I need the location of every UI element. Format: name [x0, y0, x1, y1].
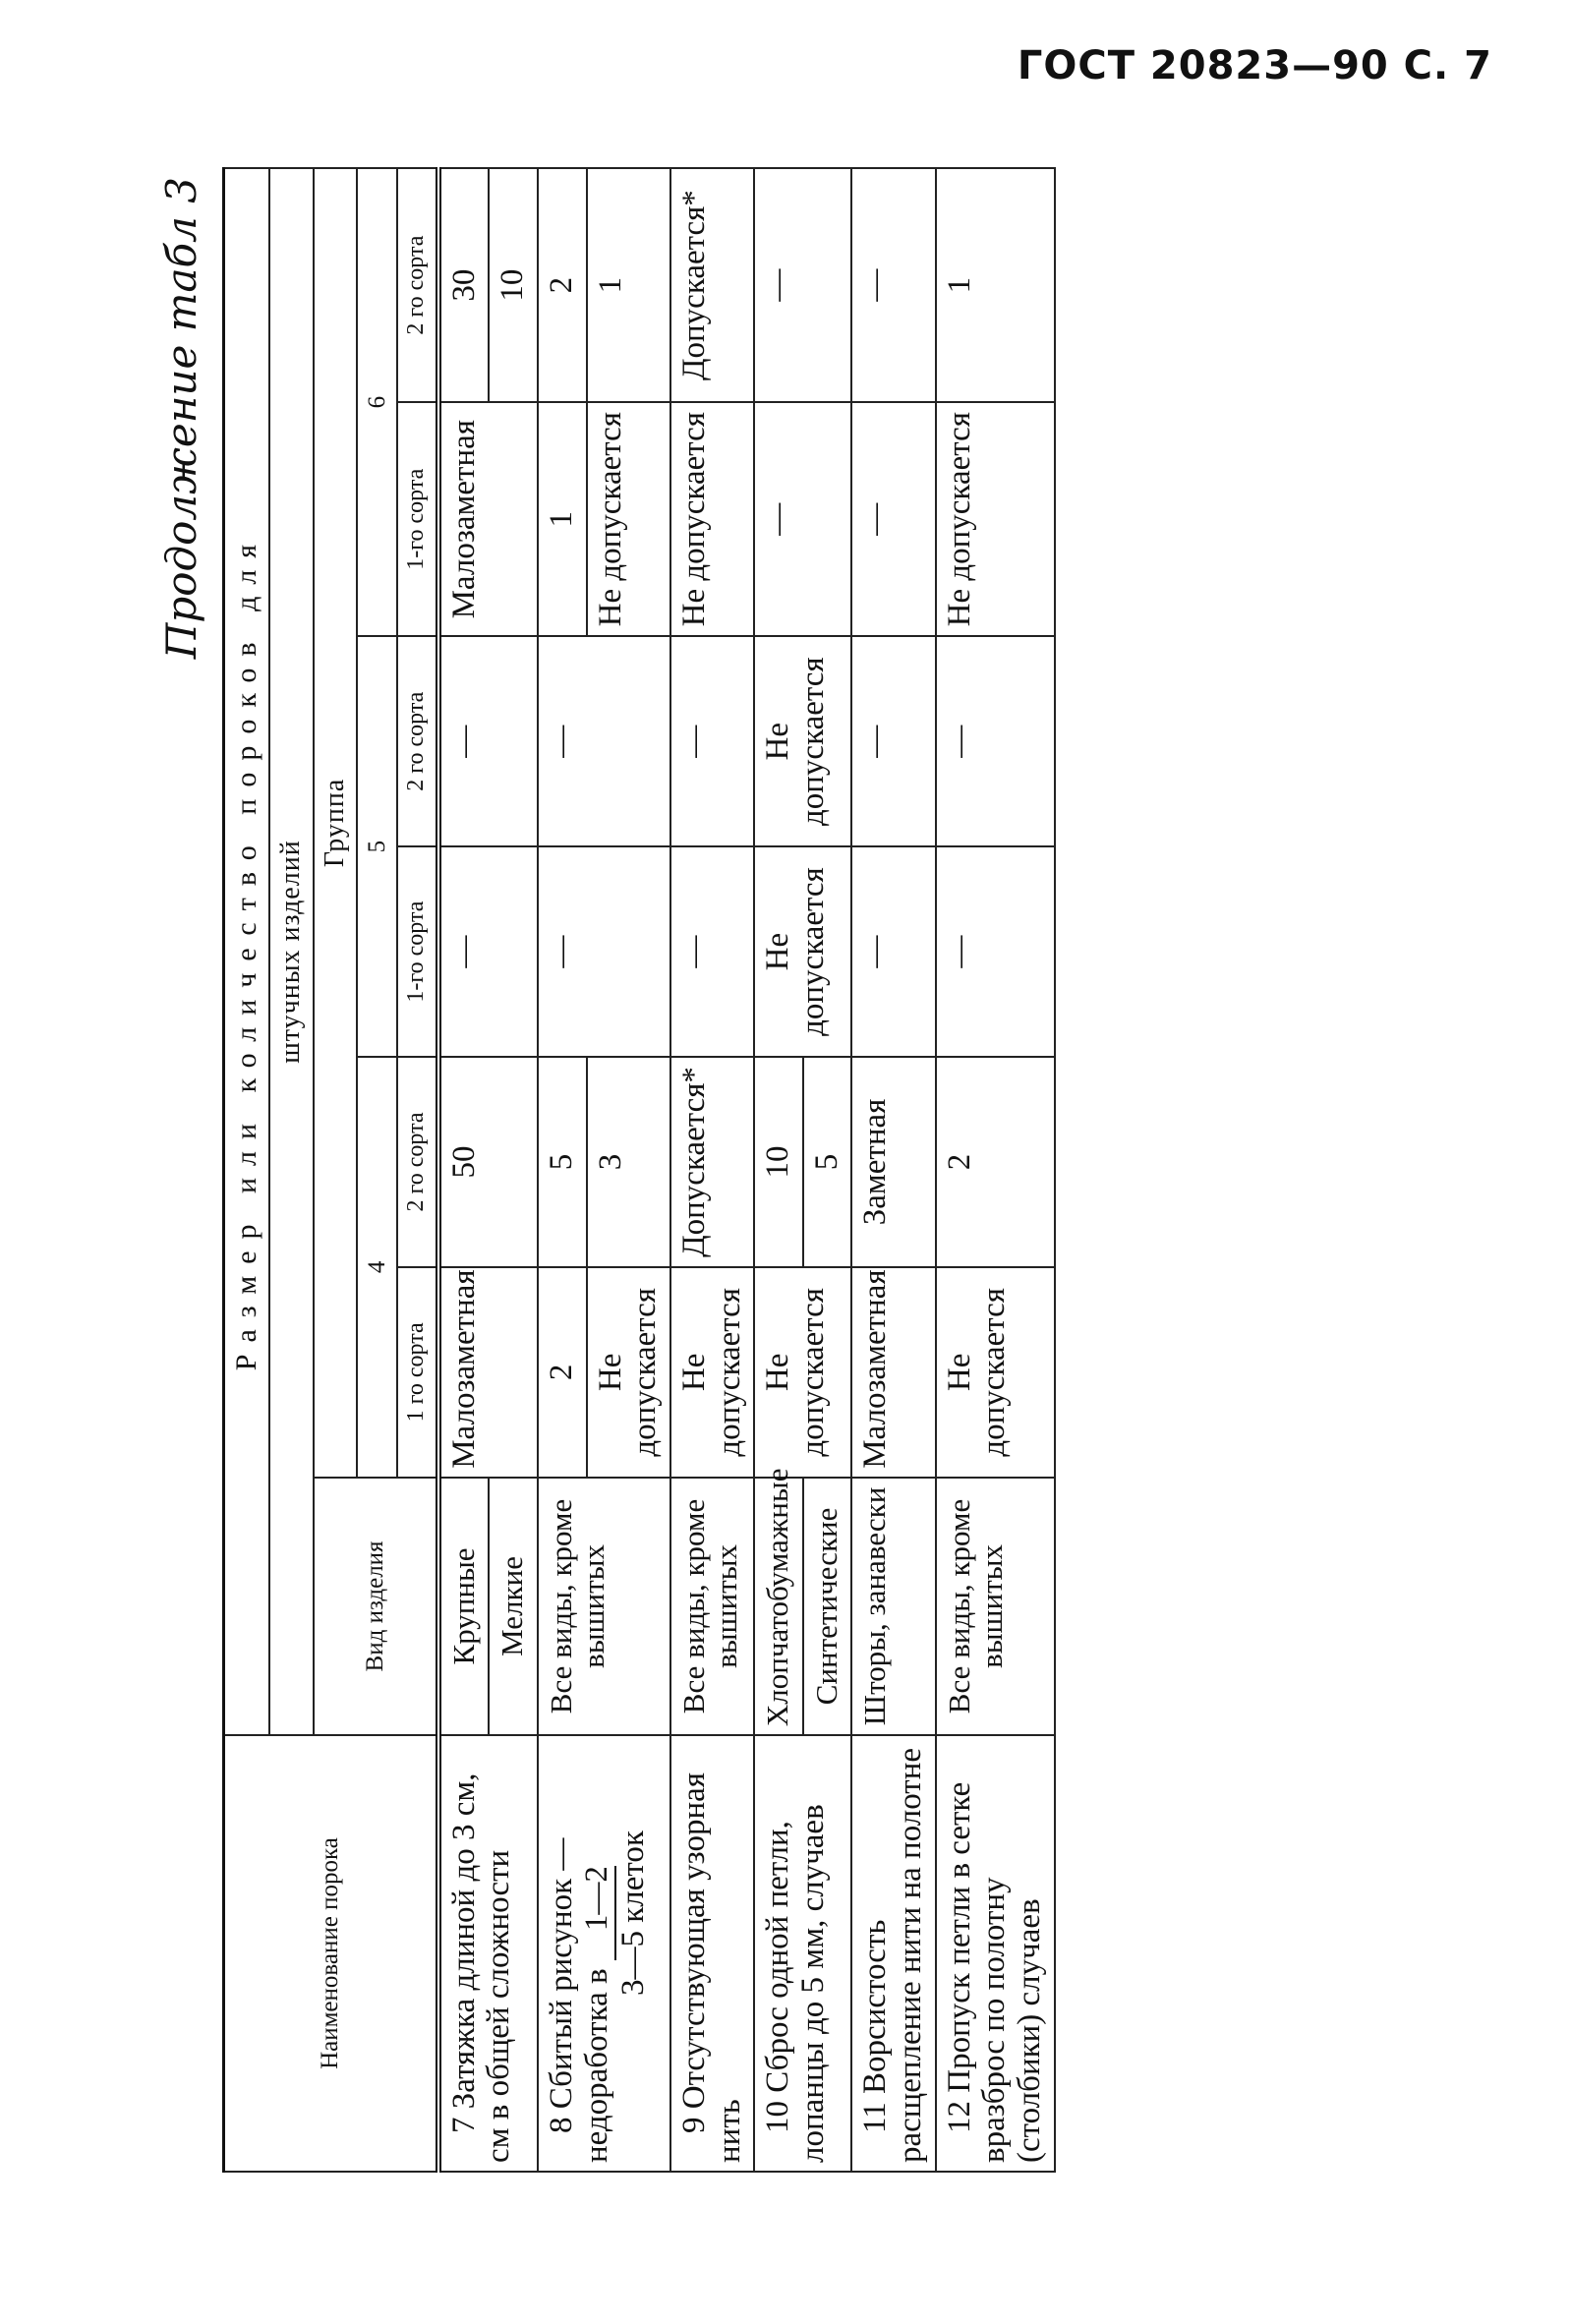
product-kind: Шторы, занавески — [851, 1478, 935, 1735]
page-header: ГОСТ 20823—90 С. 7 — [1017, 43, 1492, 88]
value-cell: Допускается* — [670, 168, 754, 402]
defect-name: 9 Отсутствующая узорная нить — [670, 1735, 754, 2172]
table-row — [851, 168, 935, 2172]
value-cell: 5 — [803, 1057, 852, 1267]
value-cell: 2 — [538, 1267, 587, 1478]
defect-name: 7 Затяжка длиной до 3 см, см в общей сложности — [438, 1735, 538, 2172]
product-kind: Хлопчатобумажные — [754, 1478, 803, 1735]
value-cell: Не допускается — [754, 1267, 851, 1478]
header-grade: 1-го сорта — [397, 402, 438, 636]
value-cell: — — [851, 846, 935, 1057]
product-kind: Все виды, кроме вышитых — [936, 1478, 1055, 1735]
value-cell: Малозаметная — [438, 402, 538, 636]
header-product-type: Вид изделия — [314, 1478, 438, 1735]
rotated-table-container — [157, 167, 1534, 2173]
table-row — [670, 168, 754, 2172]
value-cell: Заметная — [851, 1057, 935, 1267]
value-cell: Малозаметная — [438, 1267, 538, 1478]
defect-name — [538, 1735, 670, 2172]
value-cell: 5 — [538, 1057, 587, 1267]
header-group-4: 4 — [357, 1057, 397, 1478]
product-kind: Все виды, кроме вышитых — [670, 1478, 754, 1735]
value-cell: Не допускается — [936, 1267, 1055, 1478]
value-cell: 1 — [538, 402, 587, 636]
value-cell: — — [851, 168, 935, 402]
value-cell: 1 — [936, 168, 1055, 402]
header-grade: 2 го сорта — [397, 168, 438, 402]
value-cell: — — [851, 402, 935, 636]
value-cell: 10 — [489, 168, 538, 402]
value-cell: — — [438, 636, 538, 846]
defect-name: 12 Пропуск петли в сетке вразброс по полотну (столбики) случаев — [936, 1735, 1055, 2172]
value-cell: Не допускается — [754, 636, 851, 846]
value-cell: Малозаметная — [851, 1267, 935, 1478]
value-cell: — — [754, 168, 851, 402]
value-cell: 1 — [587, 168, 670, 402]
value-cell: 30 — [438, 168, 490, 402]
defect-text: 8 Сбитый рисунок — недоработка в — [544, 1837, 614, 2163]
value-cell: Не допускается — [670, 1267, 754, 1478]
header-group-5: 5 — [357, 636, 397, 1057]
table-row — [538, 168, 587, 2172]
table-row — [754, 168, 803, 2172]
value-cell: Не допускается — [587, 402, 670, 636]
product-kind: Крупные — [438, 1478, 490, 1735]
value-cell: 10 — [754, 1057, 803, 1267]
header-group: Группа — [314, 168, 357, 1478]
value-cell: — — [670, 846, 754, 1057]
value-cell: Не допускается — [754, 846, 851, 1057]
value-cell: — — [936, 636, 1055, 846]
value-cell: — — [438, 846, 538, 1057]
fraction-denominator: 3—5 клеток — [615, 1830, 652, 1996]
defect-name: 11 Ворсистость расщепление нити на полотне — [851, 1735, 935, 2172]
value-cell: 3 — [587, 1057, 670, 1267]
header-piece-goods: штучных изделий — [269, 168, 313, 1735]
value-cell: — — [538, 636, 670, 846]
table-row — [438, 168, 490, 2172]
value-cell: Не допускается — [936, 402, 1055, 636]
header-grade: 2 го сорта — [397, 636, 438, 846]
defects-table — [222, 167, 1056, 2173]
header-grade: 1 го сорта — [397, 1267, 438, 1478]
defect-name: 10 Сброс одной петли, лопанцы до 5 мм, случаев — [754, 1735, 851, 2172]
product-kind: Все виды, кроме вышитых — [538, 1478, 670, 1735]
value-cell: — — [851, 636, 935, 846]
value-cell: — — [538, 846, 670, 1057]
value-cell: Допускается* — [670, 1057, 754, 1267]
header-size-or-count: Размер или количество пороков для — [224, 168, 270, 1735]
product-kind: Синтетические — [803, 1478, 852, 1735]
product-kind: Мелкие — [489, 1478, 538, 1735]
table-row — [936, 168, 1055, 2172]
value-cell: Не допускается — [587, 1267, 670, 1478]
header-grade: 2 го сорта — [397, 1057, 438, 1267]
value-cell: — — [754, 402, 851, 636]
header-group-6: 6 — [357, 168, 397, 636]
value-cell: 2 — [538, 168, 587, 402]
fraction-numerator: 1—2 — [580, 1866, 617, 1960]
value-cell: — — [670, 636, 754, 846]
value-cell: 50 — [438, 1057, 538, 1267]
value-cell: 2 — [936, 1057, 1055, 1267]
header-defect-name: Наименование порока — [224, 1735, 438, 2172]
table-caption: Продолжение табл 3 — [157, 177, 205, 660]
value-cell: Не допускается — [670, 402, 754, 636]
header-grade: 1-го сорта — [397, 846, 438, 1057]
value-cell: — — [936, 846, 1055, 1057]
